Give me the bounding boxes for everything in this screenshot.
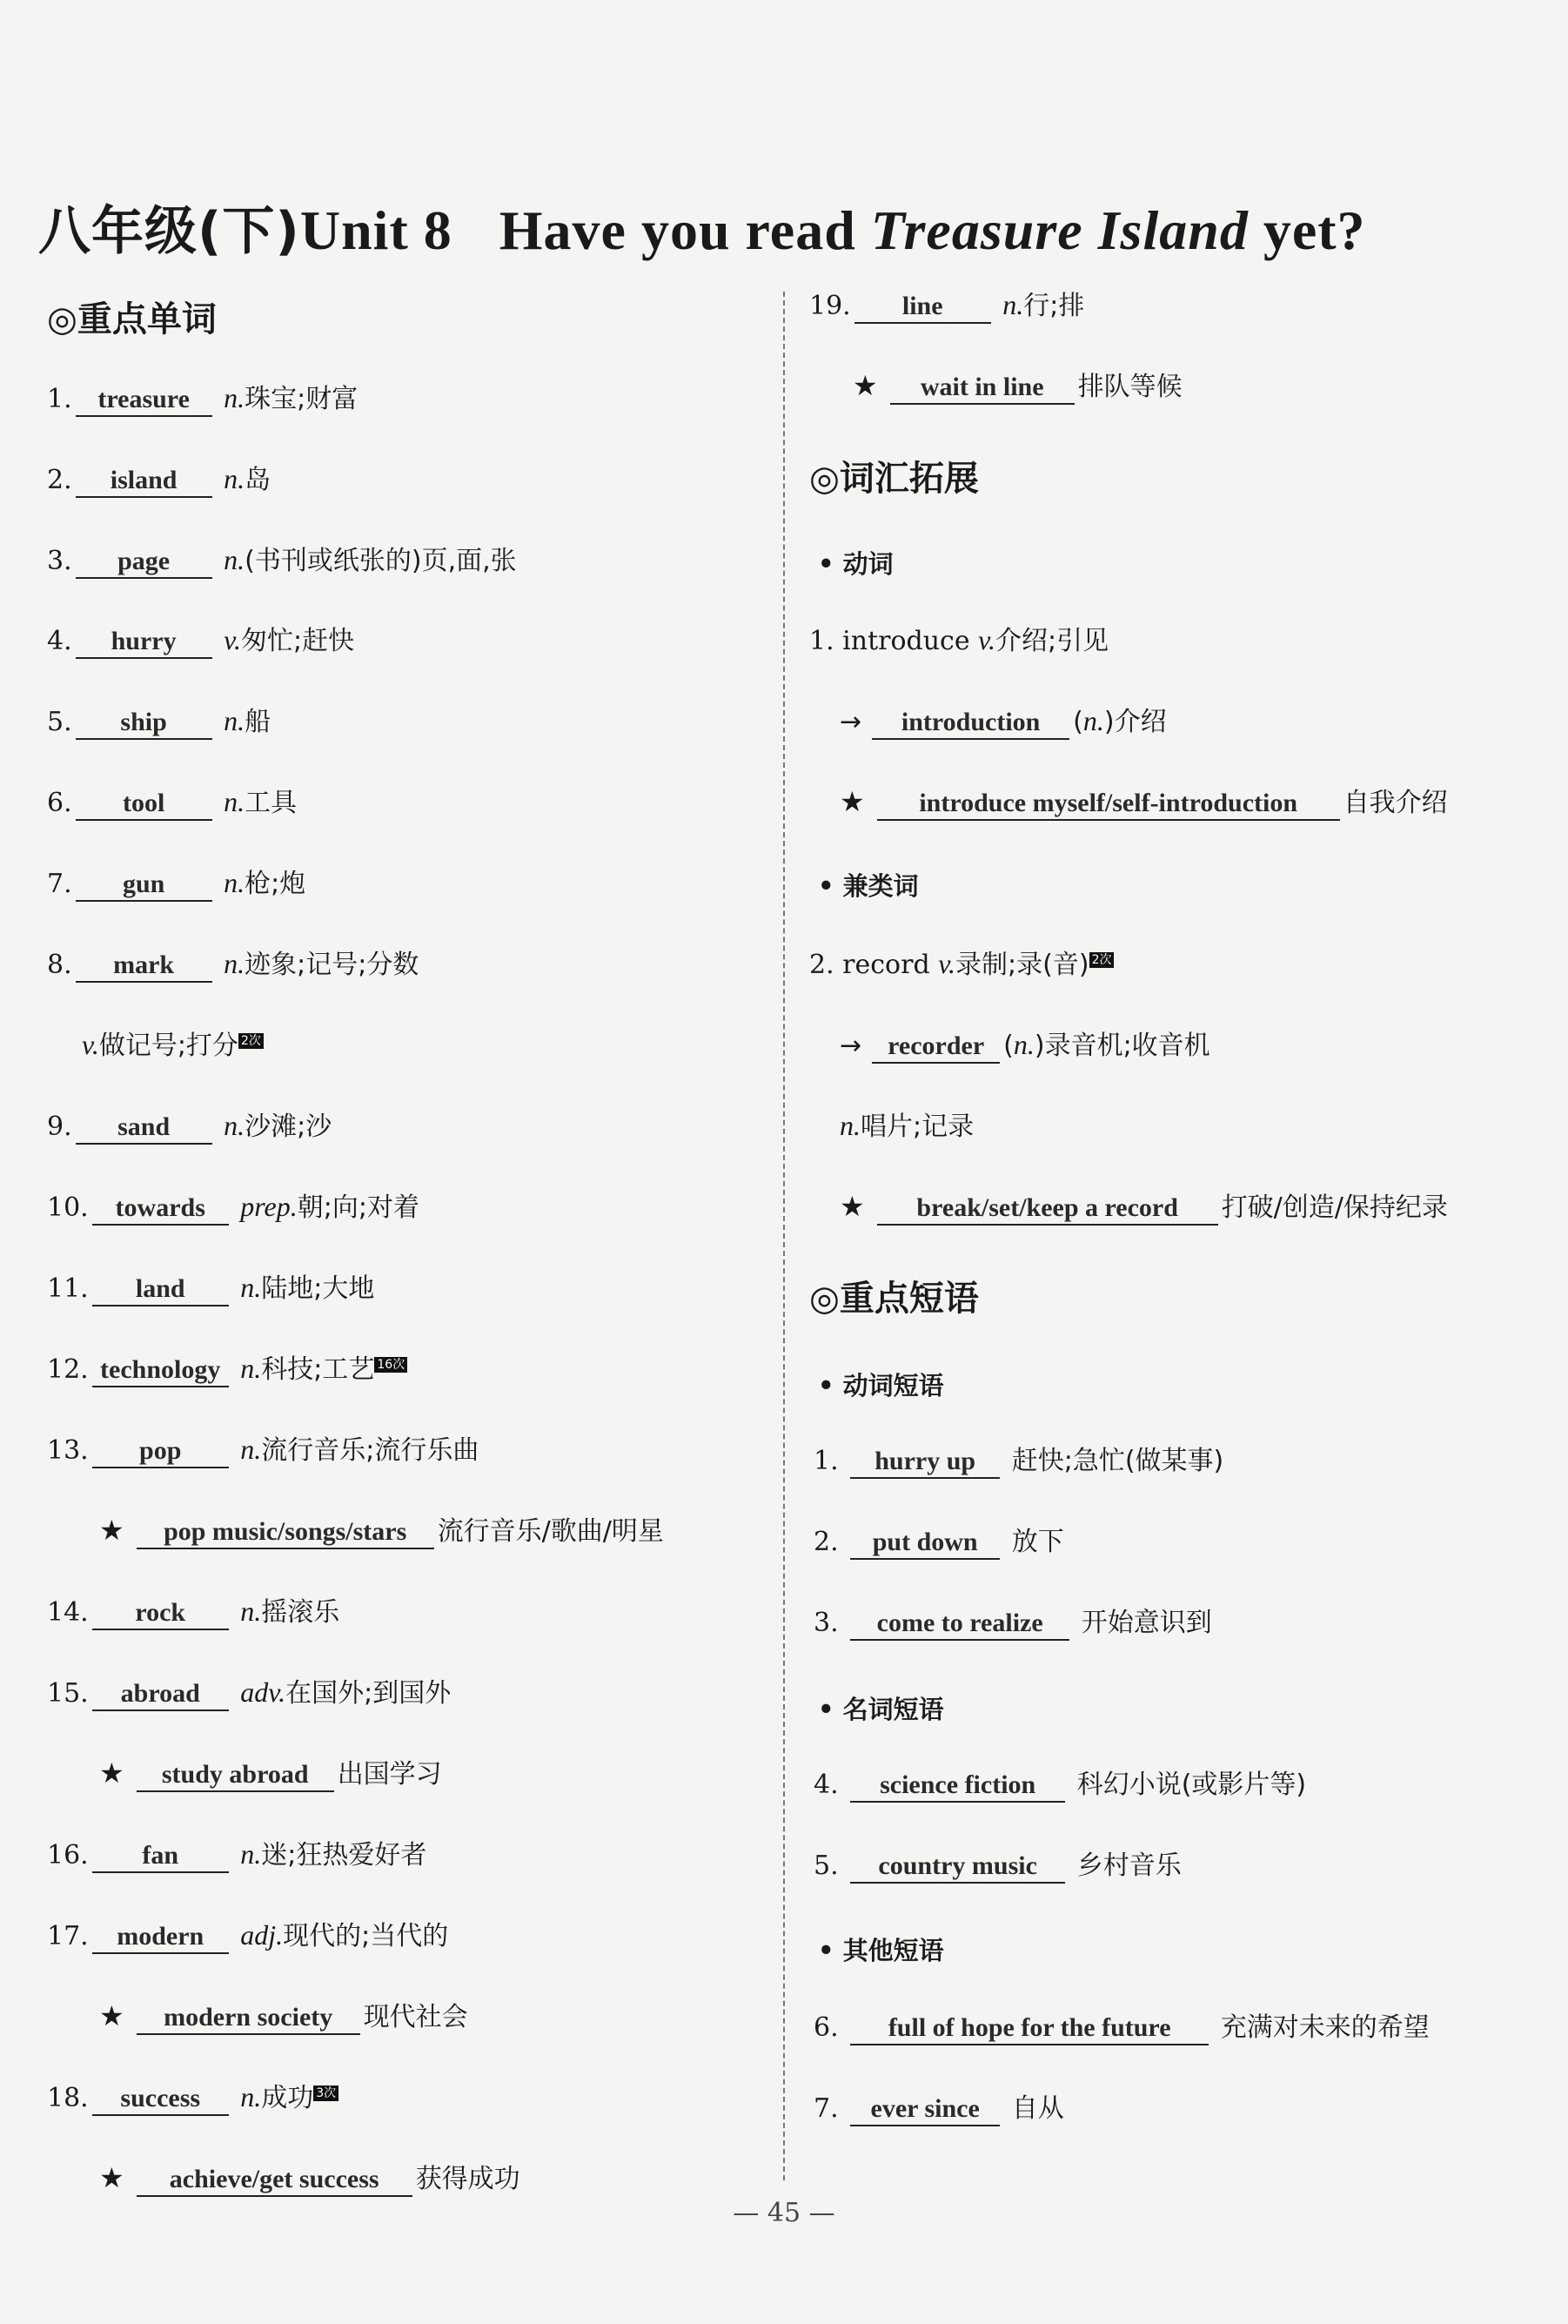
star-icon: ★ xyxy=(99,1999,124,2032)
answer-blank: study abroad xyxy=(137,1759,334,1792)
answer-blank: full of hope for the future xyxy=(850,2012,1209,2045)
subhead-verb: • 动词 xyxy=(818,545,894,581)
word-item: 13. pop n.流行音乐;流行乐曲 xyxy=(47,1432,479,1468)
frequency-badge: 2次 xyxy=(238,1033,264,1049)
word-item: 5. ship n.船 xyxy=(47,703,271,740)
answer-blank: abroad xyxy=(92,1678,229,1711)
answer-blank: technology xyxy=(92,1354,229,1387)
answer-blank: modern society xyxy=(137,2002,360,2035)
answer-blank: come to realize xyxy=(850,1608,1069,1641)
answer-blank: rock xyxy=(92,1597,229,1630)
frequency-badge: 2次 xyxy=(1089,952,1115,968)
answer-blank: ever since xyxy=(850,2093,1000,2126)
title-question-pre: Have you read xyxy=(499,199,871,261)
frequency-badge: 3次 xyxy=(313,2086,338,2101)
word-item: 11. land n.陆地;大地 xyxy=(47,1270,374,1306)
answer-blank: success xyxy=(92,2083,229,2116)
phrase-item: 6. full of hope for the future 充满对未来的希望 xyxy=(814,2011,1430,2045)
expansion-stem: 1. introduce v.介绍;引见 xyxy=(809,624,1109,656)
star-phrase: ★ study abroad 出国学习 xyxy=(99,1756,442,1792)
star-icon: ★ xyxy=(99,1756,124,1790)
word-item: 16. fan n.迷;狂热爱好者 xyxy=(47,1837,426,1873)
answer-blank: gun xyxy=(76,869,212,902)
page-number: — 45 — xyxy=(733,2198,835,2228)
star-icon: ★ xyxy=(840,1190,865,1223)
word-item: 15. abroad adv.在国外;到国外 xyxy=(47,1675,451,1711)
word-item: 17. modern adj.现代的;当代的 xyxy=(47,1918,448,1954)
answer-blank: treasure xyxy=(76,384,212,417)
word-extra-meaning: v.做记号;打分 2次 xyxy=(82,1027,264,1064)
star-icon: ★ xyxy=(840,785,865,818)
title-book: Treasure Island xyxy=(870,199,1249,261)
answer-blank: hurry xyxy=(76,626,212,659)
word-item: 19. line n.行;排 xyxy=(809,287,1084,324)
answer-blank: pop music/songs/stars xyxy=(137,1516,434,1549)
word-item: 7. gun n.枪;炮 xyxy=(47,865,305,902)
answer-blank: put down xyxy=(850,1527,1000,1560)
answer-blank: break/set/keep a record xyxy=(877,1192,1218,1226)
star-icon: ★ xyxy=(853,369,878,402)
expansion-derived: → introduction (n.)介绍 xyxy=(840,703,1167,740)
phrase-item: 3. come to realize 开始意识到 xyxy=(814,1606,1212,1641)
answer-blank: towards xyxy=(92,1192,229,1226)
subhead-other-phrases: • 其他短语 xyxy=(818,1931,944,1967)
expansion-stem: 2. record v.录制;录(音) 2次 xyxy=(809,946,1114,983)
answer-blank: introduction xyxy=(872,707,1069,740)
answer-blank: achieve/get success xyxy=(137,2164,412,2197)
frequency-badge: 16次 xyxy=(374,1357,407,1373)
subhead-multi-class: • 兼类词 xyxy=(818,867,919,903)
answer-blank: mark xyxy=(76,950,212,983)
answer-blank: line xyxy=(854,291,991,324)
phrase-item: 4. science fiction 科幻小说(或影片等) xyxy=(814,1768,1306,1803)
column-divider xyxy=(783,292,785,2180)
answer-blank: sand xyxy=(76,1112,212,1145)
phrase-item: 7. ever since 自从 xyxy=(814,2092,1064,2126)
subhead-noun-phrases: • 名词短语 xyxy=(818,1690,944,1726)
answer-blank: page xyxy=(76,546,212,579)
answer-blank: hurry up xyxy=(850,1446,1000,1479)
star-phrase: ★ modern society 现代社会 xyxy=(99,1998,468,2035)
arrow-icon: → xyxy=(840,707,862,737)
answer-blank: island xyxy=(76,465,212,498)
word-item: 8. mark n.迹象;记号;分数 xyxy=(47,946,419,983)
star-phrase: ★ break/set/keep a record 打破/创造/保持纪录 xyxy=(840,1189,1448,1226)
phrase-item: 2. put down 放下 xyxy=(814,1525,1064,1560)
answer-blank: science fiction xyxy=(850,1770,1065,1803)
star-phrase: ★ wait in line 排队等候 xyxy=(853,368,1183,405)
subhead-verb-phrases: • 动词短语 xyxy=(818,1367,944,1402)
word-item: 18. success n.成功 3次 xyxy=(47,2079,338,2116)
expansion-derived: → recorder (n.)录音机;收音机 xyxy=(840,1027,1210,1064)
answer-blank: introduce myself/self-introduction xyxy=(877,788,1340,821)
section-vocab-expansion: ◎词汇拓展 xyxy=(809,459,979,499)
answer-blank: recorder xyxy=(872,1031,1000,1064)
phrase-item: 5. country music 乡村音乐 xyxy=(814,1849,1182,1884)
star-phrase: ★ introduce myself/self-introduction 自我介绍 xyxy=(840,784,1448,821)
section-key-words: ◎重点单词 xyxy=(47,299,217,339)
word-item: 10. towards prep.朝;向;对着 xyxy=(47,1189,419,1226)
title-unit: Unit 8 xyxy=(299,199,452,261)
section-key-phrases: ◎重点短语 xyxy=(809,1279,979,1319)
word-item: 14. rock n.摇滚乐 xyxy=(47,1594,339,1630)
answer-blank: fan xyxy=(92,1840,229,1873)
word-item: 6. tool n.工具 xyxy=(47,784,297,821)
star-phrase: ★ achieve/get success 获得成功 xyxy=(99,2160,520,2197)
title-grade: 八年级(下) xyxy=(38,201,300,262)
answer-blank: ship xyxy=(76,707,212,740)
answer-blank: tool xyxy=(76,788,212,821)
expansion-noun-meaning: n.唱片;记录 xyxy=(840,1110,975,1142)
word-item: 2. island n.岛 xyxy=(47,461,271,498)
star-icon: ★ xyxy=(99,1514,124,1547)
page-title xyxy=(38,190,1535,265)
arrow-icon: → xyxy=(840,1031,862,1061)
word-item: 4. hurry v.匆忙;赶快 xyxy=(47,622,354,659)
star-icon: ★ xyxy=(99,2161,124,2194)
word-item: 9. sand n.沙滩;沙 xyxy=(47,1108,332,1145)
word-item: 12. technology n.科技;工艺 16次 xyxy=(47,1351,407,1387)
answer-blank: country music xyxy=(850,1850,1065,1884)
word-item: 3. page n.(书刊或纸张的)页,面,张 xyxy=(47,542,517,579)
word-item: 1. treasure n.珠宝;财富 xyxy=(47,380,358,417)
answer-blank: modern xyxy=(92,1921,229,1954)
answer-blank: pop xyxy=(92,1435,229,1468)
star-phrase: ★ pop music/songs/stars 流行音乐/歌曲/明星 xyxy=(99,1513,664,1549)
title-question-post: yet? xyxy=(1248,199,1366,261)
phrase-item: 1. hurry up 赶快;急忙(做某事) xyxy=(814,1444,1223,1479)
answer-blank: wait in line xyxy=(890,372,1075,405)
answer-blank: land xyxy=(92,1273,229,1306)
